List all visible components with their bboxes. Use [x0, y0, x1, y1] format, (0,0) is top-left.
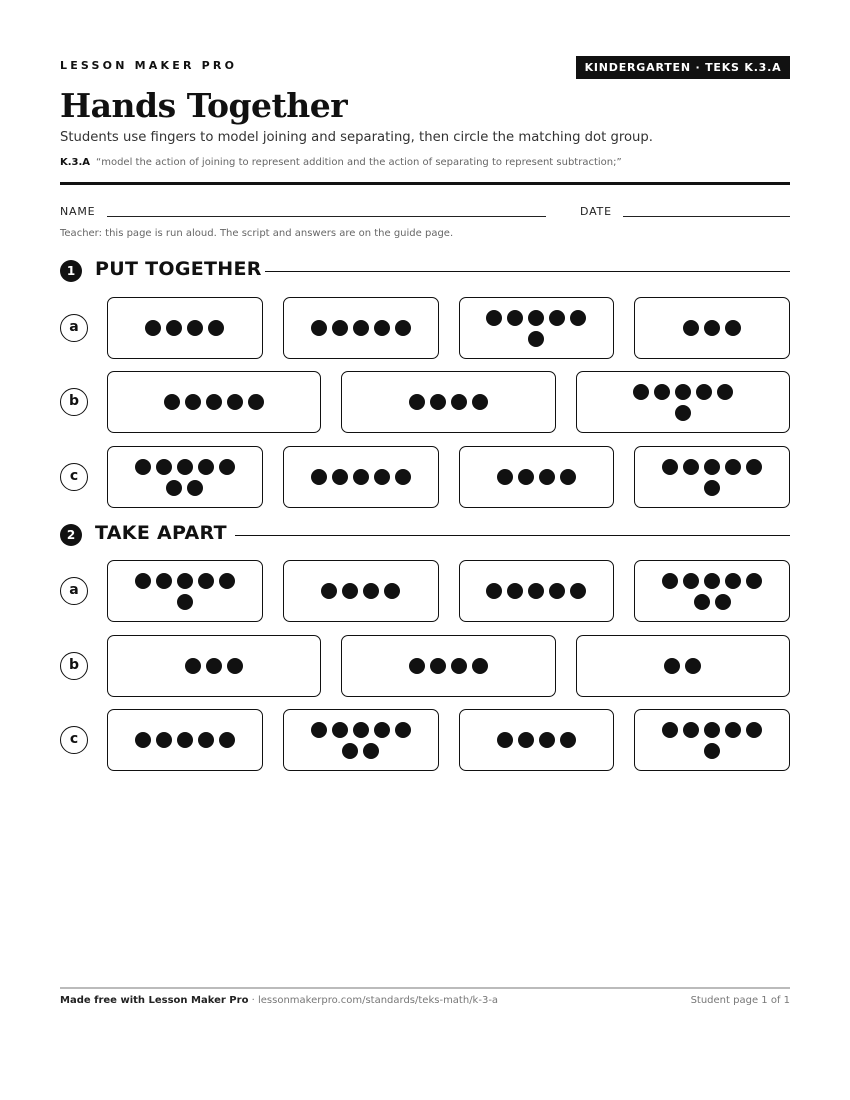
- counting-dot: [430, 394, 446, 410]
- counting-dot: [177, 459, 193, 475]
- section-rule: [235, 535, 790, 536]
- counting-dot: [353, 722, 369, 738]
- counting-dot: [704, 573, 720, 589]
- dot-group-choices: [107, 709, 790, 771]
- dot-group-card[interactable]: [107, 635, 321, 697]
- dot-group-card[interactable]: [634, 560, 790, 622]
- row-letter-badge: b: [60, 652, 88, 680]
- counting-dot: [208, 320, 224, 336]
- dot-line: [177, 594, 193, 610]
- counting-dot: [219, 573, 235, 589]
- dot-line: [321, 583, 400, 599]
- row-letter-badge: a: [60, 577, 88, 605]
- dot-group-choices: [107, 635, 790, 697]
- dot-group-card[interactable]: [107, 297, 263, 359]
- counting-dot: [227, 394, 243, 410]
- counting-dot: [384, 583, 400, 599]
- counting-dot: [332, 722, 348, 738]
- counting-dot: [156, 732, 172, 748]
- counting-dot: [683, 722, 699, 738]
- counting-dot: [321, 583, 337, 599]
- dot-line: [704, 480, 720, 496]
- brand-name: LESSON MAKER PRO: [60, 59, 238, 72]
- dot-group-card[interactable]: [576, 371, 790, 433]
- counting-dot: [135, 459, 151, 475]
- worksheet-title: Hands Together: [60, 86, 348, 125]
- dot-line: [497, 469, 576, 485]
- counting-dot: [248, 394, 264, 410]
- counting-dot: [725, 573, 741, 589]
- dot-group-choices: [107, 446, 790, 508]
- dot-group-card[interactable]: [283, 560, 439, 622]
- counting-dot: [696, 384, 712, 400]
- counting-dot: [549, 310, 565, 326]
- counting-dot: [353, 320, 369, 336]
- counting-dot: [675, 384, 691, 400]
- dot-line: [633, 384, 733, 400]
- counting-dot: [704, 743, 720, 759]
- counting-dot: [715, 594, 731, 610]
- dot-line: [311, 320, 411, 336]
- dot-group-card[interactable]: [341, 371, 555, 433]
- counting-dot: [374, 722, 390, 738]
- counting-dot: [528, 331, 544, 347]
- counting-dot: [177, 594, 193, 610]
- counting-dot: [342, 583, 358, 599]
- counting-dot: [166, 480, 182, 496]
- counting-dot: [342, 743, 358, 759]
- dot-line: [409, 394, 488, 410]
- counting-dot: [187, 320, 203, 336]
- problem-row: [60, 446, 790, 508]
- section-number-badge: 1: [60, 260, 82, 282]
- counting-dot: [395, 469, 411, 485]
- counting-dot: [704, 320, 720, 336]
- problem-row: [60, 297, 790, 359]
- counting-dot: [694, 594, 710, 610]
- teacher-note: Teacher: this page is run aloud. The script and answers are on the guide page.: [60, 228, 454, 239]
- dot-group-card[interactable]: [459, 709, 615, 771]
- counting-dot: [472, 658, 488, 674]
- counting-dot: [185, 394, 201, 410]
- counting-dot: [539, 469, 555, 485]
- dot-line: [135, 732, 235, 748]
- dot-line: [683, 320, 741, 336]
- dot-line: [664, 658, 701, 674]
- date-field[interactable]: [623, 216, 790, 217]
- counting-dot: [311, 722, 327, 738]
- counting-dot: [166, 320, 182, 336]
- footer-page-number: Student page 1 of 1: [690, 995, 790, 1006]
- section-title: PUT TOGETHER: [95, 258, 262, 280]
- section-rule: [265, 271, 790, 272]
- dot-group-card[interactable]: [634, 297, 790, 359]
- counting-dot: [395, 722, 411, 738]
- dot-line: [409, 658, 488, 674]
- counting-dot: [486, 310, 502, 326]
- row-letter-badge: a: [60, 314, 88, 342]
- counting-dot: [409, 394, 425, 410]
- counting-dot: [409, 658, 425, 674]
- counting-dot: [145, 320, 161, 336]
- counting-dot: [507, 310, 523, 326]
- counting-dot: [472, 394, 488, 410]
- dot-line: [662, 459, 762, 475]
- counting-dot: [528, 310, 544, 326]
- section-number-badge: 2: [60, 524, 82, 546]
- dot-line: [164, 394, 264, 410]
- dot-line: [662, 722, 762, 738]
- counting-dot: [187, 480, 203, 496]
- row-letter-badge: c: [60, 463, 88, 491]
- dot-line: [166, 480, 203, 496]
- standard-text: “model the action of joining to represent addition and the action of separating to represent subtraction;”: [96, 157, 622, 168]
- counting-dot: [227, 658, 243, 674]
- counting-dot: [451, 658, 467, 674]
- counting-dot: [662, 722, 678, 738]
- dot-line: [342, 743, 379, 759]
- row-letter-badge: b: [60, 388, 88, 416]
- footer-made-with: Made free with Lesson Maker Pro: [60, 995, 249, 1006]
- dot-group-card[interactable]: [459, 297, 615, 359]
- grade-standard-badge: KINDERGARTEN · TEKS K.3.A: [576, 56, 790, 79]
- dot-line: [311, 722, 411, 738]
- name-label: NAME: [60, 205, 96, 218]
- counting-dot: [451, 394, 467, 410]
- dot-group-card[interactable]: [283, 297, 439, 359]
- counting-dot: [654, 384, 670, 400]
- counting-dot: [683, 459, 699, 475]
- counting-dot: [156, 459, 172, 475]
- section-title: TAKE APART: [95, 522, 227, 544]
- dot-line: [694, 594, 731, 610]
- counting-dot: [725, 722, 741, 738]
- dot-line: [135, 573, 235, 589]
- counting-dot: [662, 573, 678, 589]
- dot-group-choices: [107, 297, 790, 359]
- dot-group-card[interactable]: [283, 446, 439, 508]
- dot-group-card[interactable]: [283, 709, 439, 771]
- counting-dot: [685, 658, 701, 674]
- counting-dot: [746, 459, 762, 475]
- counting-dot: [683, 320, 699, 336]
- counting-dot: [206, 394, 222, 410]
- dot-group-card[interactable]: [576, 635, 790, 697]
- counting-dot: [704, 480, 720, 496]
- footer-url[interactable]: lessonmakerpro.com/standards/teks-math/k-3-a: [257, 995, 499, 1006]
- counting-dot: [746, 573, 762, 589]
- counting-dot: [570, 583, 586, 599]
- counting-dot: [374, 320, 390, 336]
- dot-line: [528, 331, 544, 347]
- counting-dot: [332, 469, 348, 485]
- counting-dot: [717, 384, 733, 400]
- counting-dot: [746, 722, 762, 738]
- footer-divider: [60, 987, 790, 989]
- counting-dot: [430, 658, 446, 674]
- counting-dot: [363, 743, 379, 759]
- dot-group-card[interactable]: [459, 446, 615, 508]
- counting-dot: [198, 573, 214, 589]
- dot-group-card[interactable]: [634, 709, 790, 771]
- dot-line: [497, 732, 576, 748]
- counting-dot: [185, 658, 201, 674]
- problem-row: [60, 635, 790, 697]
- counting-dot: [135, 573, 151, 589]
- counting-dot: [164, 394, 180, 410]
- counting-dot: [704, 459, 720, 475]
- problem-row: [60, 371, 790, 433]
- dot-line: [185, 658, 243, 674]
- counting-dot: [560, 469, 576, 485]
- dot-group-card[interactable]: [459, 560, 615, 622]
- counting-dot: [332, 320, 348, 336]
- section-header: [60, 521, 790, 549]
- counting-dot: [539, 732, 555, 748]
- dot-group-choices: [107, 560, 790, 622]
- dot-group-card[interactable]: [107, 709, 263, 771]
- counting-dot: [395, 320, 411, 336]
- dot-group-choices: [107, 371, 790, 433]
- counting-dot: [528, 583, 544, 599]
- counting-dot: [497, 469, 513, 485]
- counting-dot: [198, 459, 214, 475]
- dot-line: [145, 320, 224, 336]
- standard-code: K.3.A: [60, 157, 91, 168]
- counting-dot: [311, 469, 327, 485]
- dot-group-card[interactable]: [341, 635, 555, 697]
- counting-dot: [156, 573, 172, 589]
- counting-dot: [177, 573, 193, 589]
- dot-line: [486, 310, 586, 326]
- counting-dot: [662, 459, 678, 475]
- counting-dot: [570, 310, 586, 326]
- name-field[interactable]: [107, 216, 546, 217]
- counting-dot: [497, 732, 513, 748]
- counting-dot: [560, 732, 576, 748]
- dot-line: [486, 583, 586, 599]
- counting-dot: [374, 469, 390, 485]
- dot-line: [675, 405, 691, 421]
- counting-dot: [518, 732, 534, 748]
- top-bar: [60, 56, 790, 80]
- counting-dot: [353, 469, 369, 485]
- name-date-row: [60, 204, 790, 220]
- dot-line: [662, 573, 762, 589]
- dot-line: [311, 469, 411, 485]
- counting-dot: [683, 573, 699, 589]
- counting-dot: [725, 320, 741, 336]
- header-divider: [60, 182, 790, 185]
- worksheet-page: [60, 0, 790, 1100]
- dot-line: [704, 743, 720, 759]
- row-letter-badge: c: [60, 726, 88, 754]
- counting-dot: [135, 732, 151, 748]
- counting-dot: [664, 658, 680, 674]
- problem-row: [60, 560, 790, 622]
- counting-dot: [311, 320, 327, 336]
- counting-dot: [518, 469, 534, 485]
- problem-row: [60, 709, 790, 771]
- dot-group-card[interactable]: [107, 371, 321, 433]
- counting-dot: [219, 459, 235, 475]
- counting-dot: [549, 583, 565, 599]
- counting-dot: [507, 583, 523, 599]
- counting-dot: [633, 384, 649, 400]
- counting-dot: [206, 658, 222, 674]
- counting-dot: [486, 583, 502, 599]
- dot-group-card[interactable]: [107, 560, 263, 622]
- footer-credit: [60, 995, 498, 1006]
- footer-separator: ·: [248, 995, 258, 1006]
- worksheet-subtitle: Students use fingers to model joining and separating, then circle the matching dot group.: [60, 130, 653, 145]
- counting-dot: [363, 583, 379, 599]
- standard-line: [60, 157, 622, 168]
- section-header: [60, 257, 790, 285]
- counting-dot: [704, 722, 720, 738]
- date-label: DATE: [580, 205, 612, 218]
- counting-dot: [177, 732, 193, 748]
- counting-dot: [219, 732, 235, 748]
- dot-line: [135, 459, 235, 475]
- dot-group-card[interactable]: [107, 446, 263, 508]
- dot-group-card[interactable]: [634, 446, 790, 508]
- counting-dot: [725, 459, 741, 475]
- counting-dot: [675, 405, 691, 421]
- counting-dot: [198, 732, 214, 748]
